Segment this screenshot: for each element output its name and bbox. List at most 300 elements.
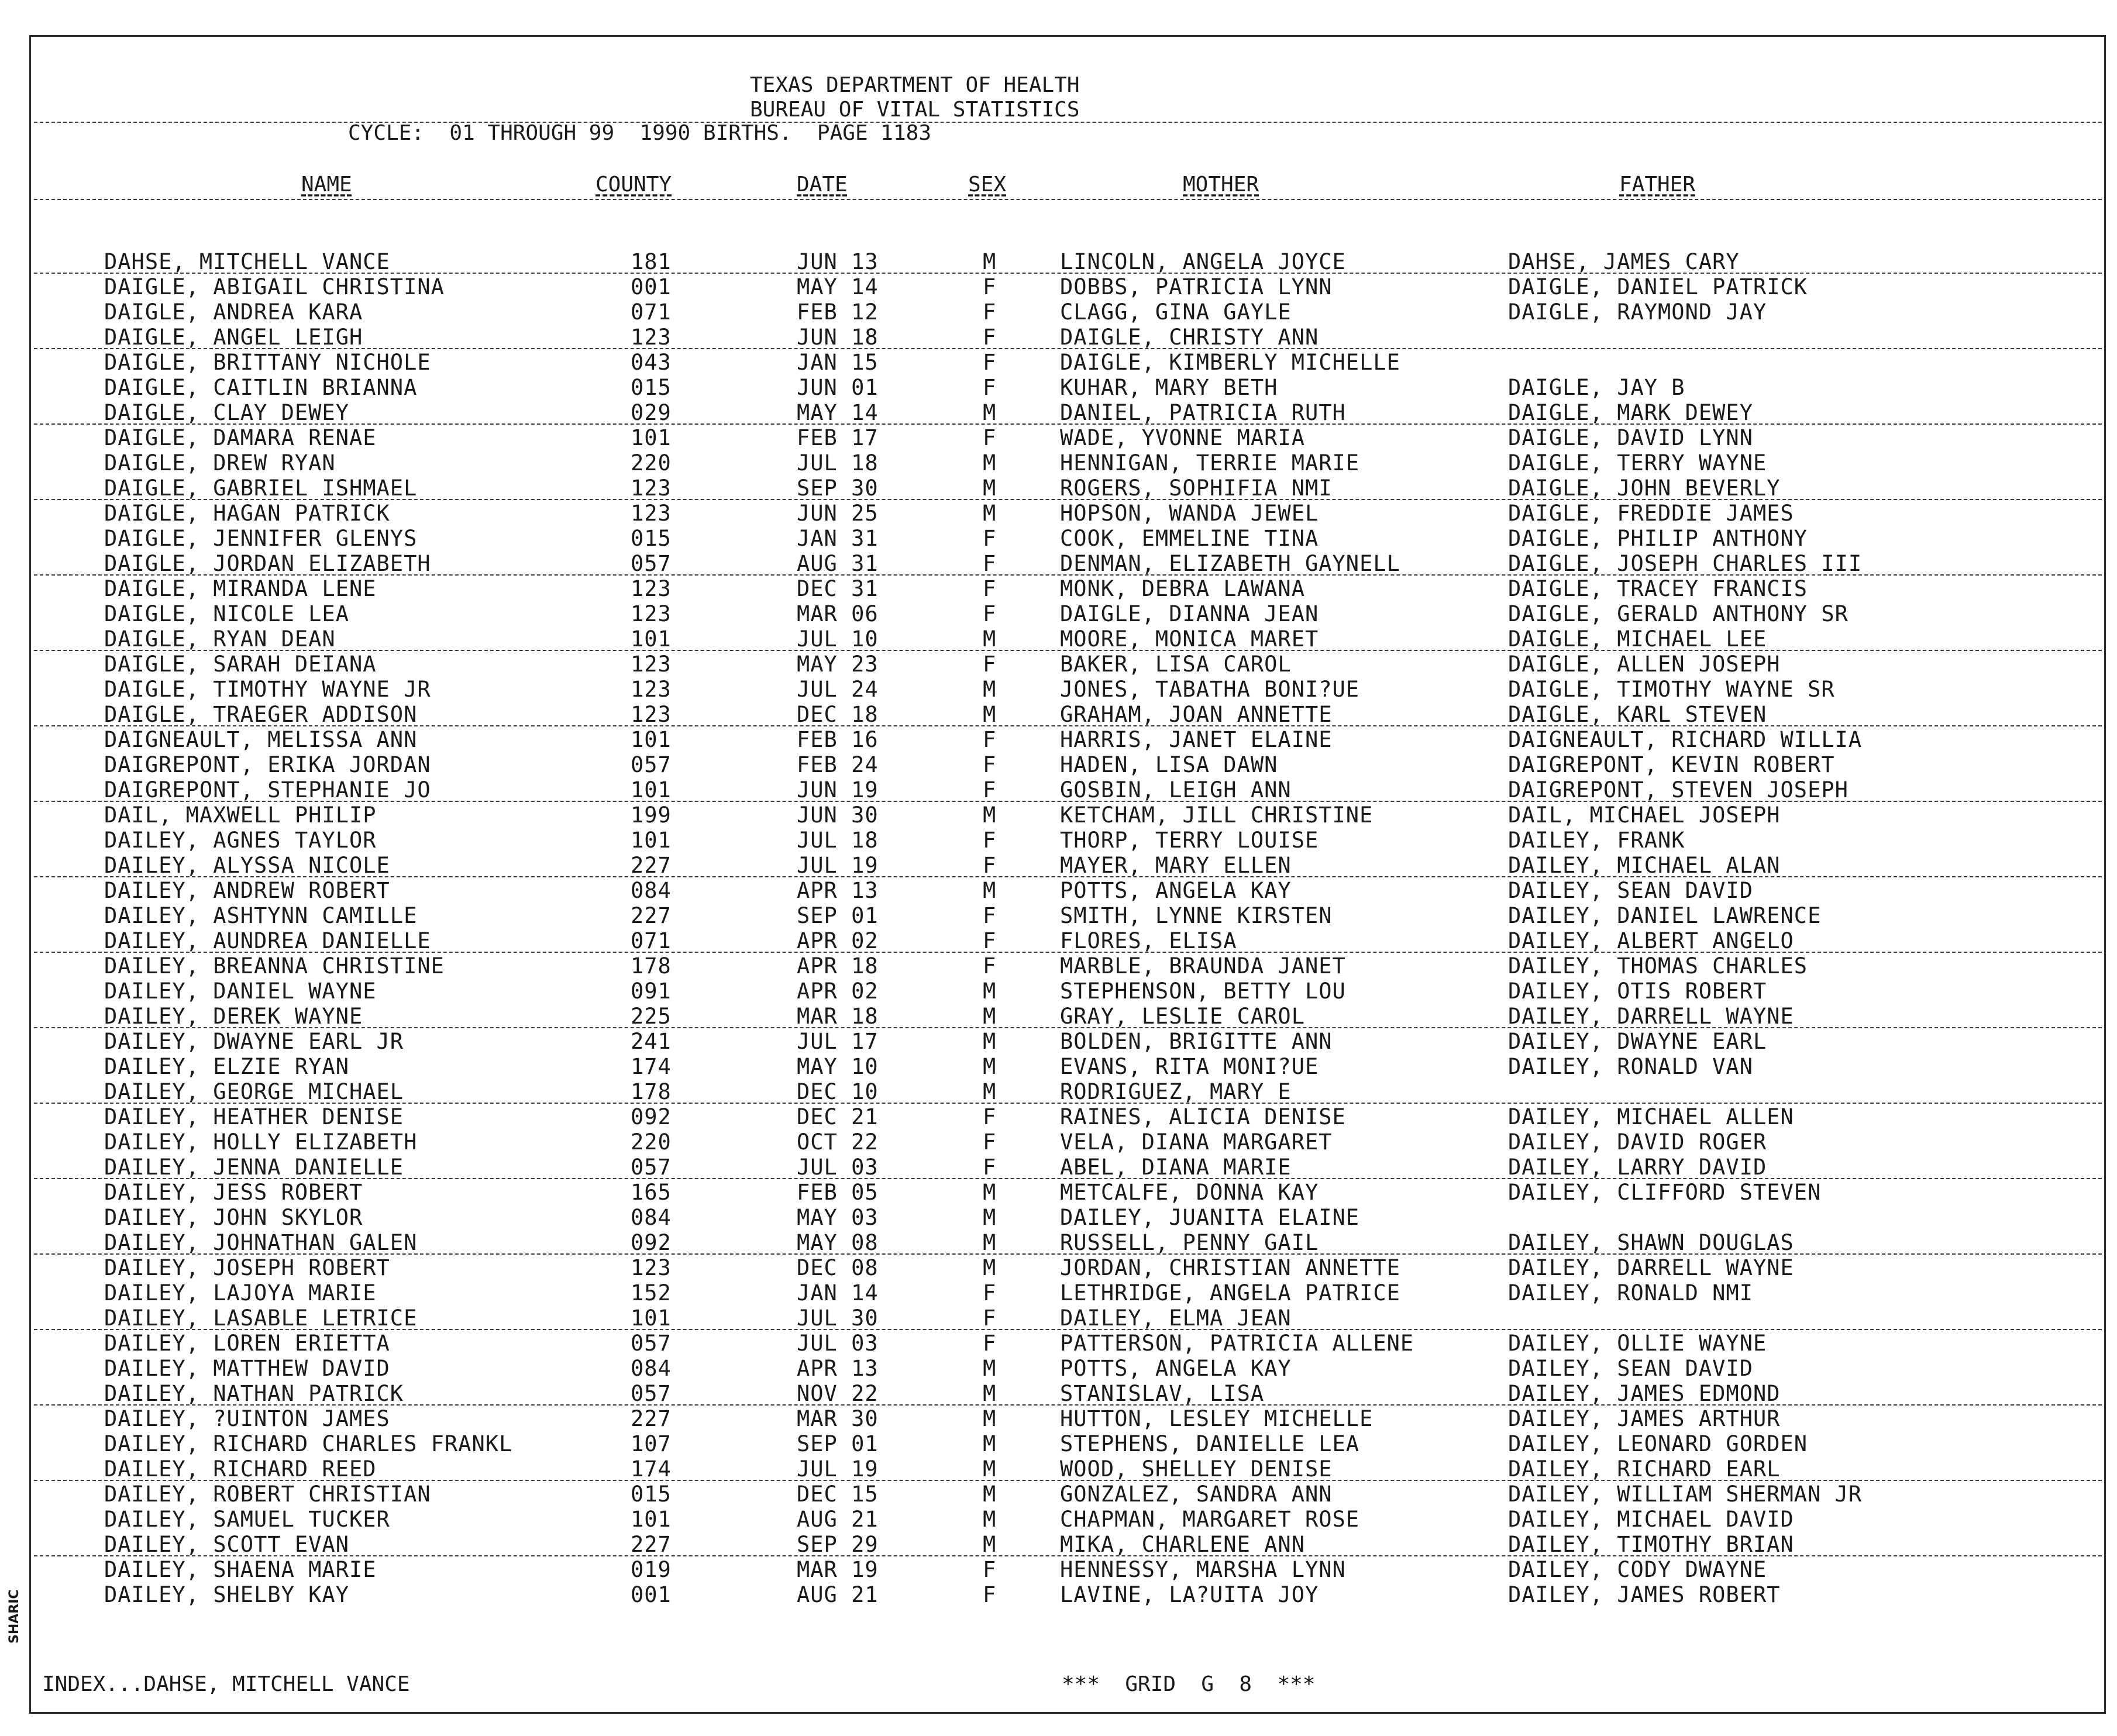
cell-county: 227: [631, 903, 672, 928]
cell-county: 101: [631, 1306, 672, 1331]
cell-sex: M: [983, 1482, 997, 1507]
cell-sex: M: [983, 1004, 997, 1029]
cell-date: MAR 06: [797, 601, 879, 626]
table-row: [0, 1155, 2117, 1180]
cell-sex: F: [983, 299, 997, 325]
cell-mother: VELA, DIANA MARGARET: [1060, 1129, 1333, 1155]
cell-sex: M: [983, 1029, 997, 1054]
cell-county: 057: [631, 1331, 672, 1356]
table-row: [0, 853, 2117, 878]
cell-county: 152: [631, 1280, 672, 1306]
cell-date: APR 18: [797, 953, 879, 979]
cell-name: DAILEY, GEORGE MICHAEL: [104, 1079, 404, 1104]
cell-date: JUL 10: [797, 626, 879, 652]
cell-county: 043: [631, 350, 672, 375]
row-divider: [34, 650, 2102, 651]
cell-date: FEB 24: [797, 752, 879, 777]
cell-sex: F: [983, 551, 997, 576]
cell-father: DAILEY, LARRY DAVID: [1508, 1155, 1767, 1180]
cell-date: OCT 22: [797, 1129, 879, 1155]
cell-sex: F: [983, 425, 997, 450]
cell-name: DAILEY, SCOTT EVAN: [104, 1532, 349, 1557]
cell-father: DAIGREPONT, KEVIN ROBERT: [1508, 752, 1835, 777]
cell-mother: DOBBS, PATRICIA LYNN: [1060, 274, 1333, 299]
cell-date: APR 02: [797, 928, 879, 953]
row-divider: [34, 1178, 2102, 1179]
cycle-line: CYCLE: 01 THROUGH 99 1990 BIRTHS. PAGE 1183: [348, 121, 931, 145]
table-row: [0, 1079, 2117, 1104]
table-row: [0, 777, 2117, 802]
cell-father: DAIGLE, RAYMOND JAY: [1508, 299, 1767, 325]
cell-date: SEP 30: [797, 476, 879, 501]
cell-name: DAIGLE, MIRANDA LENE: [104, 576, 377, 601]
cell-name: DAIGLE, ANGEL LEIGH: [104, 325, 363, 350]
cell-sex: M: [983, 626, 997, 652]
birth-records: [0, 249, 2117, 1618]
cell-sex: M: [983, 1431, 997, 1456]
table-row: [0, 626, 2117, 652]
table-row: [0, 1029, 2117, 1054]
cell-name: DAIGLE, JENNIFER GLENYS: [104, 526, 418, 551]
footer-index: INDEX...DAHSE, MITCHELL VANCE: [42, 1672, 410, 1696]
table-row: [0, 1129, 2117, 1155]
cell-father: DAILEY, MICHAEL ALLEN: [1508, 1104, 1794, 1129]
cell-sex: F: [983, 752, 997, 777]
cell-father: DAILEY, OLLIE WAYNE: [1508, 1331, 1767, 1356]
cell-sex: F: [983, 727, 997, 752]
cell-county: 001: [631, 274, 672, 299]
cell-mother: HADEN, LISA DAWN: [1060, 752, 1278, 777]
cell-sex: F: [983, 325, 997, 350]
cell-sex: F: [983, 928, 997, 953]
cell-name: DAILEY, DANIEL WAYNE: [104, 979, 377, 1004]
cell-father: DAIGLE, GERALD ANTHONY SR: [1508, 601, 1848, 626]
cell-name: DAIL, MAXWELL PHILIP: [104, 802, 377, 828]
cell-sex: M: [983, 802, 997, 828]
cell-county: 227: [631, 1406, 672, 1431]
cell-sex: M: [983, 1356, 997, 1381]
cell-mother: HENNESSY, MARSHA LYNN: [1060, 1557, 1346, 1582]
cell-sex: F: [983, 903, 997, 928]
cell-sex: F: [983, 652, 997, 677]
row-divider: [34, 1555, 2102, 1556]
cell-mother: CLAGG, GINA GAYLE: [1060, 299, 1292, 325]
cell-date: MAY 10: [797, 1054, 879, 1079]
cell-date: AUG 21: [797, 1507, 879, 1532]
table-row: [0, 1431, 2117, 1456]
cell-name: DAILEY, JOHNATHAN GALEN: [104, 1230, 418, 1255]
cell-name: DAILEY, ?UINTON JAMES: [104, 1406, 390, 1431]
cell-name: DAIGNEAULT, MELISSA ANN: [104, 727, 418, 752]
cell-name: DAIGLE, SARAH DEIANA: [104, 652, 377, 677]
cell-county: 015: [631, 375, 672, 400]
cell-mother: HARRIS, JANET ELAINE: [1060, 727, 1333, 752]
cell-sex: F: [983, 853, 997, 878]
cell-mother: DAILEY, JUANITA ELAINE: [1060, 1205, 1360, 1230]
cell-mother: DAILEY, ELMA JEAN: [1060, 1306, 1292, 1331]
cell-sex: M: [983, 450, 997, 476]
cell-sex: F: [983, 1557, 997, 1582]
cell-county: 084: [631, 1205, 672, 1230]
cell-county: 107: [631, 1431, 672, 1456]
cell-date: APR 02: [797, 979, 879, 1004]
cell-father: DAILEY, LEONARD GORDEN: [1508, 1431, 1808, 1456]
cell-father: DAIGLE, TIMOTHY WAYNE SR: [1508, 677, 1835, 702]
cell-county: 123: [631, 476, 672, 501]
cell-county: 071: [631, 928, 672, 953]
cell-mother: RAINES, ALICIA DENISE: [1060, 1104, 1346, 1129]
cell-mother: MOORE, MONICA MARET: [1060, 626, 1319, 652]
table-row: [0, 928, 2117, 953]
table-row: [0, 727, 2117, 752]
cell-date: DEC 18: [797, 702, 879, 727]
cell-date: JUN 30: [797, 802, 879, 828]
cell-sex: F: [983, 350, 997, 375]
cell-county: 123: [631, 702, 672, 727]
cell-father: DAILEY, JAMES ARTHUR: [1508, 1406, 1781, 1431]
col-name-header: NAME: [301, 173, 352, 197]
cell-mother: RUSSELL, PENNY GAIL: [1060, 1230, 1319, 1255]
cell-mother: JORDAN, CHRISTIAN ANNETTE: [1060, 1255, 1400, 1280]
cell-father: DAILEY, SEAN DAVID: [1508, 878, 1753, 903]
cell-county: 015: [631, 526, 672, 551]
cell-name: DAIGLE, GABRIEL ISHMAEL: [104, 476, 418, 501]
table-row: [0, 1331, 2117, 1356]
cell-date: FEB 16: [797, 727, 879, 752]
cell-sex: F: [983, 274, 997, 299]
table-row: [0, 702, 2117, 727]
table-row: [0, 1205, 2117, 1230]
cell-father: DAIGLE, ALLEN JOSEPH: [1508, 652, 1781, 677]
cell-sex: F: [983, 601, 997, 626]
row-divider: [34, 801, 2102, 802]
cell-mother: DAIGLE, KIMBERLY MICHELLE: [1060, 350, 1400, 375]
cell-name: DAIGREPONT, STEPHANIE JO: [104, 777, 431, 802]
cell-county: 084: [631, 878, 672, 903]
cell-father: DAIGLE, TRACEY FRANCIS: [1508, 576, 1808, 601]
cell-date: MAR 19: [797, 1557, 879, 1582]
col-date-header: DATE: [797, 173, 848, 197]
cell-name: DAILEY, RICHARD CHARLES FRANKL: [104, 1431, 513, 1456]
table-row: [0, 299, 2117, 325]
table-row: [0, 1180, 2117, 1205]
cell-mother: FLORES, ELISA: [1060, 928, 1237, 953]
cell-father: DAILEY, DANIEL LAWRENCE: [1508, 903, 1822, 928]
cell-father: DAILEY, SEAN DAVID: [1508, 1356, 1753, 1381]
cell-name: DAILEY, ROBERT CHRISTIAN: [104, 1482, 431, 1507]
cell-sex: F: [983, 1306, 997, 1331]
cell-mother: EVANS, RITA MONI?UE: [1060, 1054, 1319, 1079]
cell-mother: MONK, DEBRA LAWANA: [1060, 576, 1305, 601]
cell-father: DAILEY, CODY DWAYNE: [1508, 1557, 1767, 1582]
cell-date: JUL 18: [797, 450, 879, 476]
cell-name: DAILEY, JOHN SKYLOR: [104, 1205, 363, 1230]
cell-date: JUL 03: [797, 1155, 879, 1180]
cell-sex: M: [983, 979, 997, 1004]
cell-name: DAILEY, ALYSSA NICOLE: [104, 853, 390, 878]
cell-father: DAILEY, DARRELL WAYNE: [1508, 1255, 1794, 1280]
cell-name: DAIGLE, CLAY DEWEY: [104, 400, 349, 425]
cell-father: DAILEY, TIMOTHY BRIAN: [1508, 1532, 1794, 1557]
cell-name: DAHSE, MITCHELL VANCE: [104, 249, 390, 274]
cell-mother: DAIGLE, CHRISTY ANN: [1060, 325, 1319, 350]
cell-county: 057: [631, 752, 672, 777]
row-divider: [34, 273, 2102, 274]
cell-sex: M: [983, 878, 997, 903]
cell-mother: ROGERS, SOPHIFIA NMI: [1060, 476, 1333, 501]
cell-name: DAILEY, BREANNA CHRISTINE: [104, 953, 445, 979]
cell-date: JAN 14: [797, 1280, 879, 1306]
cell-mother: WOOD, SHELLEY DENISE: [1060, 1456, 1333, 1482]
cell-sex: M: [983, 1230, 997, 1255]
cell-father: DAIGLE, JOHN BEVERLY: [1508, 476, 1781, 501]
table-row: [0, 249, 2117, 274]
row-divider: [34, 499, 2102, 500]
cell-father: DAIGLE, DANIEL PATRICK: [1508, 274, 1808, 299]
cell-mother: PATTERSON, PATRICIA ALLENE: [1060, 1331, 1414, 1356]
cell-mother: STEPHENS, DANIELLE LEA: [1060, 1431, 1360, 1456]
cell-name: DAILEY, ASHTYNN CAMILLE: [104, 903, 418, 928]
cell-father: DAIGLE, FREDDIE JAMES: [1508, 501, 1794, 526]
cell-mother: LAVINE, LA?UITA JOY: [1060, 1582, 1319, 1607]
cell-county: 057: [631, 1381, 672, 1406]
cell-sex: F: [983, 526, 997, 551]
cell-name: DAILEY, AGNES TAYLOR: [104, 828, 377, 853]
cell-mother: MARBLE, BRAUNDA JANET: [1060, 953, 1346, 979]
cell-date: MAY 14: [797, 274, 879, 299]
cell-name: DAILEY, JESS ROBERT: [104, 1180, 363, 1205]
table-row: [0, 400, 2117, 425]
table-row: [0, 828, 2117, 853]
cell-name: DAIGLE, TRAEGER ADDISON: [104, 702, 418, 727]
table-row: [0, 1230, 2117, 1255]
cell-name: DAIGLE, JORDAN ELIZABETH: [104, 551, 431, 576]
cell-name: DAILEY, HEATHER DENISE: [104, 1104, 404, 1129]
cell-date: NOV 22: [797, 1381, 879, 1406]
cell-mother: KUHAR, MARY BETH: [1060, 375, 1278, 400]
cell-sex: F: [983, 1155, 997, 1180]
cell-date: DEC 31: [797, 576, 879, 601]
cell-date: MAY 08: [797, 1230, 879, 1255]
cell-sex: M: [983, 476, 997, 501]
cell-date: MAY 14: [797, 400, 879, 425]
cell-sex: M: [983, 1406, 997, 1431]
table-row: [0, 350, 2117, 375]
column-header-divider: [34, 199, 2102, 200]
cell-county: 123: [631, 677, 672, 702]
cell-sex: F: [983, 953, 997, 979]
cell-county: 101: [631, 777, 672, 802]
table-row: [0, 501, 2117, 526]
table-row: [0, 802, 2117, 828]
cell-county: 071: [631, 299, 672, 325]
cell-county: 101: [631, 626, 672, 652]
cell-sex: F: [983, 1104, 997, 1129]
cell-sex: M: [983, 1456, 997, 1482]
table-row: [0, 953, 2117, 979]
cell-county: 178: [631, 953, 672, 979]
cell-sex: F: [983, 1331, 997, 1356]
row-divider: [34, 725, 2102, 726]
header-divider: [34, 122, 2102, 123]
table-row: [0, 425, 2117, 450]
row-divider: [34, 348, 2102, 349]
cell-date: MAR 30: [797, 1406, 879, 1431]
cell-mother: LINCOLN, ANGELA JOYCE: [1060, 249, 1346, 274]
cell-mother: DAIGLE, DIANNA JEAN: [1060, 601, 1319, 626]
table-row: [0, 526, 2117, 551]
cell-date: SEP 01: [797, 1431, 879, 1456]
cell-father: DAIGLE, KARL STEVEN: [1508, 702, 1767, 727]
cell-date: APR 13: [797, 878, 879, 903]
cell-mother: BOLDEN, BRIGITTE ANN: [1060, 1029, 1333, 1054]
table-row: [0, 476, 2117, 501]
table-row: [0, 1406, 2117, 1431]
cell-county: 181: [631, 249, 672, 274]
cell-date: DEC 15: [797, 1482, 879, 1507]
cell-county: 015: [631, 1482, 672, 1507]
cell-father: DAILEY, DARRELL WAYNE: [1508, 1004, 1794, 1029]
table-row: [0, 450, 2117, 476]
table-row: [0, 1054, 2117, 1079]
cell-sex: M: [983, 1532, 997, 1557]
cell-name: DAILEY, RICHARD REED: [104, 1456, 377, 1482]
table-row: [0, 1582, 2117, 1607]
cell-date: SEP 29: [797, 1532, 879, 1557]
cell-mother: POTTS, ANGELA KAY: [1060, 1356, 1292, 1381]
cell-mother: GONZALEZ, SANDRA ANN: [1060, 1482, 1333, 1507]
table-row: [0, 903, 2117, 928]
cell-mother: RODRIGUEZ, MARY E: [1060, 1079, 1292, 1104]
cell-name: DAILEY, LASABLE LETRICE: [104, 1306, 418, 1331]
table-row: [0, 325, 2117, 350]
cell-date: AUG 31: [797, 551, 879, 576]
cell-mother: MAYER, MARY ELLEN: [1060, 853, 1292, 878]
row-divider: [34, 1027, 2102, 1028]
table-row: [0, 1280, 2117, 1306]
cell-father: DAILEY, MICHAEL ALAN: [1508, 853, 1781, 878]
cell-date: MAY 23: [797, 652, 879, 677]
cell-name: DAILEY, LAJOYA MARIE: [104, 1280, 377, 1306]
cell-county: 123: [631, 501, 672, 526]
cell-father: DAILEY, DAVID ROGER: [1508, 1129, 1767, 1155]
cell-name: DAIGLE, CAITLIN BRIANNA: [104, 375, 418, 400]
cell-sex: F: [983, 1280, 997, 1306]
cell-county: 123: [631, 652, 672, 677]
cell-sex: M: [983, 501, 997, 526]
row-divider: [34, 952, 2102, 953]
cell-county: 165: [631, 1180, 672, 1205]
table-row: [0, 1456, 2117, 1482]
table-row: [0, 1104, 2117, 1129]
table-row: [0, 878, 2117, 903]
cell-father: DAILEY, SHAWN DOUGLAS: [1508, 1230, 1794, 1255]
cell-sex: M: [983, 1054, 997, 1079]
cell-date: JUL 19: [797, 853, 879, 878]
cell-name: DAILEY, SHAENA MARIE: [104, 1557, 377, 1582]
cell-sex: M: [983, 1255, 997, 1280]
table-row: [0, 979, 2117, 1004]
cell-county: 220: [631, 1129, 672, 1155]
cell-county: 123: [631, 1255, 672, 1280]
cell-county: 001: [631, 1582, 672, 1607]
cell-county: 092: [631, 1230, 672, 1255]
col-county-header: COUNTY: [595, 173, 672, 197]
cell-sex: F: [983, 1582, 997, 1607]
cell-name: DAILEY, ELZIE RYAN: [104, 1054, 349, 1079]
table-row: [0, 274, 2117, 299]
cell-date: APR 13: [797, 1356, 879, 1381]
table-row: [0, 677, 2117, 702]
cell-name: DAILEY, SHELBY KAY: [104, 1582, 349, 1607]
table-row: [0, 375, 2117, 400]
cell-date: DEC 21: [797, 1104, 879, 1129]
table-row: [0, 1507, 2117, 1532]
cell-sex: M: [983, 249, 997, 274]
cell-father: DAIGLE, MICHAEL LEE: [1508, 626, 1767, 652]
cell-name: DAIGLE, TIMOTHY WAYNE JR: [104, 677, 431, 702]
cell-sex: M: [983, 702, 997, 727]
col-sex-header: SEX: [968, 173, 1007, 197]
table-row: [0, 1004, 2117, 1029]
cell-mother: KETCHAM, JILL CHRISTINE: [1060, 802, 1374, 828]
cell-county: 019: [631, 1557, 672, 1582]
cell-mother: STEPHENSON, BETTY LOU: [1060, 979, 1346, 1004]
row-divider: [34, 1253, 2102, 1255]
cell-father: DAIGREPONT, STEVEN JOSEPH: [1508, 777, 1848, 802]
cell-father: DAHSE, JAMES CARY: [1508, 249, 1740, 274]
cell-name: DAILEY, JOSEPH ROBERT: [104, 1255, 390, 1280]
cell-father: DAIGLE, TERRY WAYNE: [1508, 450, 1767, 476]
cell-date: JUL 18: [797, 828, 879, 853]
cell-date: FEB 05: [797, 1180, 879, 1205]
cell-father: DAILEY, DWAYNE EARL: [1508, 1029, 1767, 1054]
cell-mother: METCALFE, DONNA KAY: [1060, 1180, 1319, 1205]
col-mother-header: MOTHER: [1183, 173, 1259, 197]
cell-date: JUN 19: [797, 777, 879, 802]
cell-mother: POTTS, ANGELA KAY: [1060, 878, 1292, 903]
cell-name: DAILEY, MATTHEW DAVID: [104, 1356, 390, 1381]
cell-mother: CHAPMAN, MARGARET ROSE: [1060, 1507, 1360, 1532]
cell-county: 092: [631, 1104, 672, 1129]
cell-father: DAIGNEAULT, RICHARD WILLIA: [1508, 727, 1863, 752]
cell-father: DAILEY, ALBERT ANGELO: [1508, 928, 1794, 953]
cell-date: JUL 17: [797, 1029, 879, 1054]
cell-county: 178: [631, 1079, 672, 1104]
cell-father: DAILEY, RONALD VAN: [1508, 1054, 1753, 1079]
table-row: [0, 1255, 2117, 1280]
cell-county: 174: [631, 1054, 672, 1079]
row-divider: [34, 1103, 2102, 1104]
cell-father: DAILEY, JAMES EDMOND: [1508, 1381, 1781, 1406]
cell-county: 101: [631, 828, 672, 853]
cell-mother: WADE, YVONNE MARIA: [1060, 425, 1305, 450]
cell-sex: F: [983, 1129, 997, 1155]
cell-name: DAIGLE, DREW RYAN: [104, 450, 336, 476]
cell-county: 123: [631, 325, 672, 350]
cell-county: 227: [631, 853, 672, 878]
cell-mother: LETHRIDGE, ANGELA PATRICE: [1060, 1280, 1400, 1306]
cell-father: DAILEY, RICHARD EARL: [1508, 1456, 1781, 1482]
cell-county: 220: [631, 450, 672, 476]
row-divider: [34, 1329, 2102, 1330]
cell-mother: BAKER, LISA CAROL: [1060, 652, 1292, 677]
cell-name: DAILEY, LOREN ERIETTA: [104, 1331, 390, 1356]
cell-mother: STANISLAV, LISA: [1060, 1381, 1265, 1406]
cell-date: AUG 21: [797, 1582, 879, 1607]
cell-mother: DENMAN, ELIZABETH GAYNELL: [1060, 551, 1400, 576]
cell-county: 101: [631, 425, 672, 450]
